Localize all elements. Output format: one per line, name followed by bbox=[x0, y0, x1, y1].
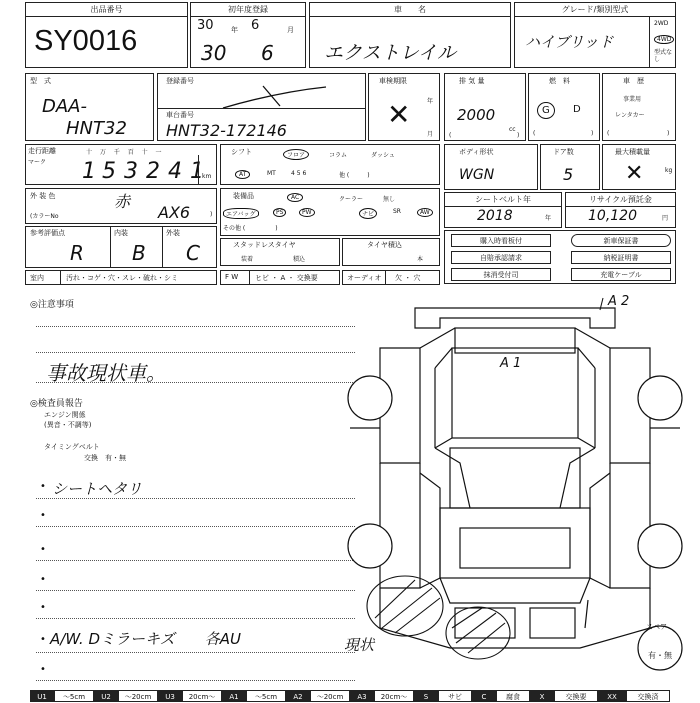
equipment-other: その他 ( ) bbox=[223, 225, 278, 232]
equipment-pw-option: PW bbox=[299, 208, 315, 217]
model-value-line1: DAA- bbox=[42, 96, 87, 117]
equipment-ac-option: AC bbox=[287, 193, 303, 202]
lot-number-cell bbox=[25, 2, 188, 68]
fuel-d-option: D bbox=[573, 104, 581, 115]
car-name-header: 車 名 bbox=[310, 3, 510, 17]
interior-row-items: 汚れ・コゲ・穴・スレ・破れ・シミ bbox=[66, 274, 178, 282]
grade-value: ハイブリッド bbox=[525, 33, 614, 51]
spare-label: スペア bbox=[646, 623, 667, 631]
notes-header: ◎注意事項 bbox=[30, 300, 74, 310]
equipment-ps-option: PS bbox=[273, 208, 286, 217]
model-header: 型 式 bbox=[30, 77, 51, 85]
recycle-header: リサイクル預託金 bbox=[566, 193, 675, 207]
mileage-digit-1: 1 bbox=[82, 159, 96, 184]
car-name-cell bbox=[309, 2, 511, 68]
inspection-year-unit: 年 bbox=[427, 98, 434, 105]
inspection-expiry-cell bbox=[368, 73, 440, 141]
shift-column-option: コラム bbox=[329, 152, 347, 159]
doc-tax-certificate: 納税証明書 bbox=[571, 251, 671, 264]
year-unit-label: 年 bbox=[231, 26, 238, 34]
equipment-aw-option: AW bbox=[417, 208, 433, 217]
inspection-value: ✕ bbox=[387, 98, 411, 131]
equipment-cell bbox=[220, 188, 440, 236]
doc-charging-cable: 充電ケーブル bbox=[571, 268, 671, 281]
grade-2wd-option: 2WD bbox=[654, 20, 669, 27]
bullet-2: • bbox=[40, 510, 46, 521]
legend-c-desc: 腐食 bbox=[496, 690, 530, 702]
mileage-digit-6: 1 bbox=[190, 159, 204, 184]
grade-cell bbox=[514, 2, 676, 68]
mileage-header: 走行距離 bbox=[28, 147, 56, 155]
legend-c: C bbox=[472, 690, 496, 702]
history-business-option: 事業用 bbox=[623, 96, 642, 103]
mileage-digit-3: 3 bbox=[124, 159, 138, 184]
displacement-header: 排 気 量 bbox=[459, 77, 485, 85]
registration-number-header: 登録番号 bbox=[166, 77, 194, 85]
interior-row-label: 室内 bbox=[30, 274, 44, 282]
displacement-unit: cc bbox=[509, 126, 516, 133]
chassis-number-header: 車台番号 bbox=[166, 111, 194, 119]
color-code-close: ) bbox=[210, 211, 213, 218]
history-header: 車 歴 bbox=[623, 77, 644, 85]
shift-at-option: AT bbox=[235, 170, 250, 179]
recycle-cell bbox=[565, 192, 676, 228]
doc-new-car-warranty: 新車保証書 bbox=[571, 234, 671, 247]
interior-condition-row bbox=[25, 270, 217, 285]
shift-gears: 4 5 6 bbox=[291, 170, 307, 177]
legend-xx: XX bbox=[598, 690, 626, 702]
studless-loaded-option: 積込 bbox=[293, 256, 306, 263]
tire-load-unit: 本 bbox=[417, 256, 424, 263]
bullet-3: • bbox=[40, 544, 46, 555]
model-cell bbox=[25, 73, 154, 141]
audio-row-label: オーディオ bbox=[347, 274, 382, 282]
doors-header: ドア数 bbox=[553, 148, 574, 156]
car-name-value: エクストレイル bbox=[324, 42, 456, 64]
history-cell bbox=[602, 73, 676, 141]
displacement-paren-close: ) bbox=[517, 132, 520, 139]
grade-4wd-option: 4WD bbox=[654, 35, 674, 44]
recycle-unit: 円 bbox=[662, 215, 669, 222]
seatbelt-cell bbox=[444, 192, 562, 228]
diagram-label-a2: A 2 bbox=[608, 294, 630, 309]
inspector-bullet1: シートヘタリ bbox=[52, 480, 143, 498]
mileage-digit-2: 5 bbox=[102, 159, 116, 184]
legend-u3: U3 bbox=[158, 690, 182, 702]
fuel-g-option: G bbox=[537, 102, 555, 119]
tire-load-header: タイヤ積込 bbox=[367, 241, 402, 249]
grade-header: グレード/類別型式 bbox=[515, 3, 675, 17]
mileage-marker: マーク bbox=[28, 159, 47, 166]
seatbelt-unit: 年 bbox=[545, 215, 552, 222]
doors-cell bbox=[540, 144, 600, 190]
legend-a1: A1 bbox=[222, 690, 246, 702]
bullet-4: • bbox=[40, 574, 46, 585]
fw-condition-row bbox=[220, 270, 340, 285]
equipment-header: 装備品 bbox=[233, 192, 254, 200]
shift-cell bbox=[220, 144, 440, 185]
doc-insurance-request: 自賠承認請求 bbox=[451, 251, 551, 264]
history-paren-close: ) bbox=[667, 130, 670, 137]
legend-u2-range: ～20cm bbox=[118, 690, 158, 702]
mileage-digit-4: 2 bbox=[146, 159, 160, 184]
mileage-unit: km bbox=[202, 173, 212, 180]
lot-number-value: SY0016 bbox=[34, 25, 138, 57]
fw-row-items: ヒビ ・ A ・ 交換要 bbox=[255, 274, 318, 282]
bullet-7: • bbox=[40, 664, 46, 675]
first-reg-month-printed: 6 bbox=[251, 18, 260, 33]
mileage-digit-5: 4 bbox=[168, 159, 182, 184]
body-type-header: ボディ形状 bbox=[459, 148, 494, 156]
legend-u1: U1 bbox=[30, 690, 54, 702]
history-rental-option: レンタカー bbox=[615, 112, 645, 119]
color-code-value: AX6 bbox=[158, 203, 191, 222]
fw-row-label: F W bbox=[225, 273, 239, 281]
color-cell bbox=[25, 188, 217, 224]
legend-u3-range: 20cm～ bbox=[182, 690, 222, 702]
first-registration-cell bbox=[190, 2, 306, 68]
first-registration-header: 初年度登録 bbox=[191, 3, 305, 17]
engine-label: エンジン関係 bbox=[44, 411, 86, 419]
diagram-label-genjo: 現状 bbox=[344, 636, 375, 654]
body-type-value: WGN bbox=[459, 167, 495, 183]
displacement-value: 2000 bbox=[457, 106, 496, 124]
model-value-line2: HNT32 bbox=[66, 118, 127, 139]
color-header: 外 装 色 bbox=[30, 192, 56, 200]
inspection-month-unit: 月 bbox=[427, 131, 434, 138]
legend-x-desc: 交換要 bbox=[554, 690, 598, 702]
history-paren-open: ( bbox=[607, 130, 610, 137]
inspector-header: ◎検査員報告 bbox=[30, 399, 83, 409]
shift-dash-option: ダッシュ bbox=[371, 152, 395, 159]
equipment-cooler-option: クーラー bbox=[339, 196, 364, 203]
seatbelt-header: シートベルト年 bbox=[445, 193, 561, 207]
studless-header: スタッドレスタイヤ bbox=[233, 241, 296, 249]
displacement-cell bbox=[444, 73, 526, 141]
first-reg-year-printed: 30 bbox=[197, 18, 214, 33]
first-reg-year-value: 30 bbox=[201, 41, 227, 65]
doc-deregistration: 抹消受付司 bbox=[451, 268, 551, 281]
scores-exterior-header: 外装 bbox=[166, 229, 180, 237]
scores-interior-header: 内装 bbox=[114, 229, 128, 237]
studless-cell bbox=[220, 238, 340, 266]
bullet-5: • bbox=[40, 602, 46, 613]
color-code-label: (カラーNo bbox=[30, 213, 59, 220]
month-unit-label: 月 bbox=[287, 26, 294, 34]
diagram-label-a1: A 1 bbox=[500, 356, 522, 371]
bullet-6: • bbox=[40, 634, 46, 645]
inspector-bullet6: A/W. Dミラーキズ 各AU bbox=[50, 630, 241, 648]
mileage-place-units: 十 万 千 百 十 一 bbox=[86, 149, 165, 156]
equipment-none-option: 無し bbox=[383, 196, 396, 203]
fuel-paren-open: ( bbox=[533, 130, 536, 137]
equipment-sr-option: SR bbox=[393, 208, 401, 215]
legend-a3: A3 bbox=[350, 690, 374, 702]
timing-belt-label: タイミングベルト bbox=[44, 443, 100, 451]
audio-row-items: 欠 ・ 穴 bbox=[395, 274, 421, 282]
shift-header: シフト bbox=[231, 148, 252, 156]
first-reg-month-value: 6 bbox=[261, 41, 274, 65]
registration-chassis-cell bbox=[157, 73, 366, 141]
capacity-header: 最大積載量 bbox=[615, 148, 650, 156]
score-total-value: R bbox=[70, 241, 84, 265]
chassis-number-value: HNT32-172146 bbox=[166, 121, 287, 140]
legend-xx-desc: 交換済 bbox=[626, 690, 670, 702]
legend-s: S bbox=[414, 690, 438, 702]
notes-line1: 事故現状車。 bbox=[46, 361, 166, 385]
documents-cell bbox=[444, 230, 676, 284]
fuel-header: 燃 料 bbox=[549, 77, 570, 85]
body-type-cell bbox=[444, 144, 538, 190]
legend-x: X bbox=[530, 690, 554, 702]
color-value: 赤 bbox=[114, 192, 131, 211]
lot-number-header: 出品番号 bbox=[26, 3, 187, 17]
grade-none-option: 型式なし bbox=[654, 49, 673, 63]
doc-purchase-sign: 購入時看板付 bbox=[451, 234, 551, 247]
legend-u1-range: ～5cm bbox=[54, 690, 94, 702]
fuel-paren-close: ) bbox=[591, 130, 594, 137]
legend-s-desc: サビ bbox=[438, 690, 472, 702]
shift-floor-option: フロア bbox=[283, 149, 309, 160]
mileage-cell bbox=[25, 144, 217, 185]
score-exterior-value: C bbox=[186, 241, 200, 265]
spare-options: 有・無 bbox=[648, 651, 672, 660]
fuel-cell bbox=[528, 73, 600, 141]
bullet-1: • bbox=[40, 481, 46, 492]
timing-belt-sub: 交換 有・無 bbox=[84, 454, 126, 462]
recycle-value: 10,120 bbox=[588, 208, 637, 224]
shift-other: 他 ( ) bbox=[339, 172, 370, 179]
scores-total-header: 参考評価点 bbox=[30, 229, 65, 237]
capacity-value: ✕ bbox=[625, 161, 644, 186]
seatbelt-value: 2018 bbox=[477, 208, 513, 224]
legend-a2-range: ～20cm bbox=[310, 690, 350, 702]
audio-condition-row bbox=[342, 270, 440, 285]
capacity-cell bbox=[602, 144, 676, 190]
engine-sub: (異音・不調等) bbox=[44, 421, 92, 429]
shift-mt-option: MT bbox=[267, 170, 276, 177]
studless-equipped-option: 装着 bbox=[241, 256, 254, 263]
legend-u2: U2 bbox=[94, 690, 118, 702]
capacity-unit: kg bbox=[665, 167, 673, 174]
doors-value: 5 bbox=[563, 165, 574, 184]
scores-cell bbox=[25, 226, 217, 268]
tire-load-cell bbox=[342, 238, 440, 266]
score-interior-value: B bbox=[132, 241, 146, 265]
equipment-airbag-option: エアバッグ bbox=[223, 208, 259, 219]
legend-a2: A2 bbox=[286, 690, 310, 702]
equipment-navi-option: ナビ bbox=[359, 208, 377, 219]
legend-a3-range: 20cm～ bbox=[374, 690, 414, 702]
inspection-header: 車検期限 bbox=[379, 77, 407, 85]
legend-a1-range: ～5cm bbox=[246, 690, 286, 702]
displacement-paren-open: ( bbox=[449, 132, 452, 139]
